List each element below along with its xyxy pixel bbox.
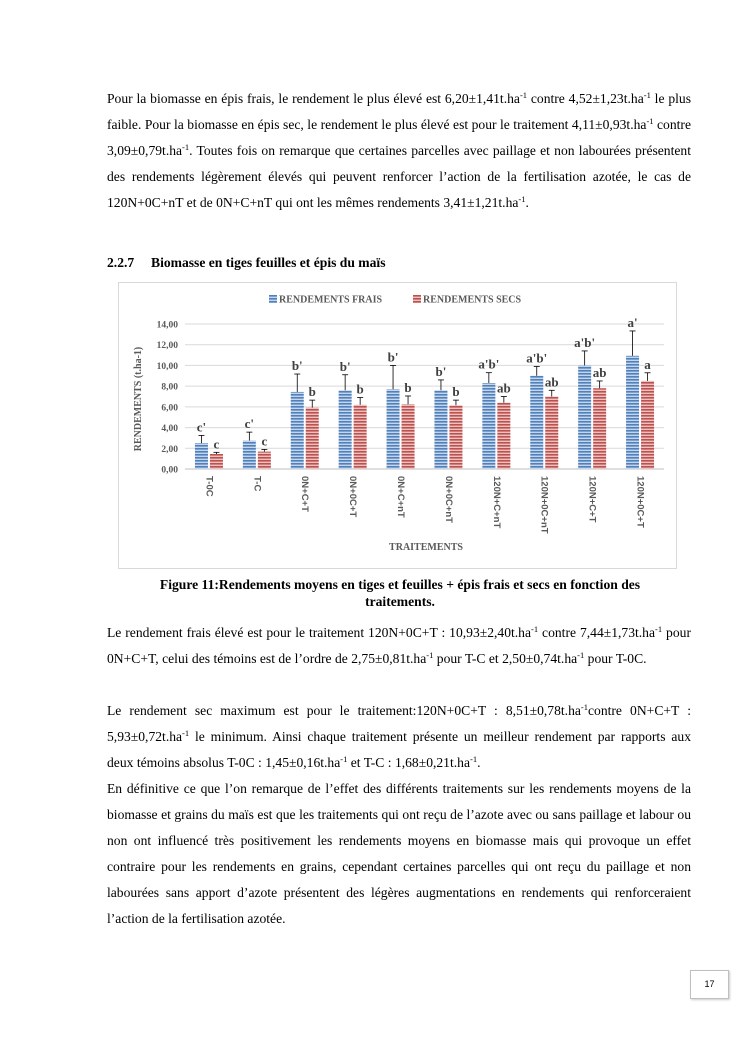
figure-caption-line1: Figure 11:Rendements moyens en tiges et feuilles + épis frais et secs en fonction des xyxy=(159,577,641,592)
bar-frais xyxy=(195,443,208,469)
figure-caption xyxy=(120,576,680,610)
x-tick-label: 120N+C+nT xyxy=(490,476,502,529)
x-tick-label: 120N+C+T xyxy=(586,476,598,523)
figure-caption-line2: traitements. xyxy=(365,594,435,609)
x-tick-label: T-0C xyxy=(203,476,215,497)
significance-label: b' xyxy=(291,358,303,374)
significance-label: b xyxy=(308,384,316,400)
x-tick-label: 0N+C+nT xyxy=(395,476,407,518)
x-tick-label: 0N+0C+nT xyxy=(442,476,454,523)
y-tick-label: 2,00 xyxy=(161,444,178,455)
bar-frais xyxy=(339,390,352,469)
y-tick-label: 12,00 xyxy=(156,341,178,352)
significance-label: a'b' xyxy=(574,334,596,350)
x-axis-label: TRAITEMENTS xyxy=(389,542,463,553)
y-tick-label: 10,00 xyxy=(156,361,178,372)
significance-label: ab xyxy=(544,374,559,390)
bar-secs xyxy=(449,405,462,469)
significance-label: ab xyxy=(592,364,607,380)
y-tick-label: 8,00 xyxy=(161,382,178,393)
bar-frais xyxy=(482,383,495,469)
bar-secs xyxy=(545,397,558,470)
significance-label: c xyxy=(261,433,268,449)
significance-label: b' xyxy=(339,358,351,374)
bar-frais xyxy=(626,356,639,469)
legend-label-secs: RENDEMENTS SECS xyxy=(423,294,522,306)
bar-secs xyxy=(210,454,223,469)
legend-swatch-frais xyxy=(269,295,277,303)
section-number: 2.2.7 xyxy=(107,255,135,270)
section-title: Biomasse en tiges feuilles et épis du maïs xyxy=(151,255,386,270)
bar-secs xyxy=(258,452,271,469)
y-tick-label: 6,00 xyxy=(161,403,178,414)
bar-frais xyxy=(243,441,256,469)
significance-label: c xyxy=(213,436,220,452)
paragraph-epis: Pour la biomasse en épis frais, le rendement le plus élevé est $6,20\pm 1,41t.ha^{-1}$ contre $4,52\pm 1,23t.ha^{-1}$ le plus faible. Pour la biomasse en épis sec, le rendement le plus élevé est pour le traitement $4,11\pm 0,93t.ha^{-1}$ contre $3,09\pm 0,79t.ha^{-1}$. Toutes fois on remarque que certaines parcelles avec paillage et non labourées présentent des rendements légèrement élevés qui peuvent renforcer l’action de la fertilisation azotée, le cas de 120N+0C+nT et de 0N+C+nT qui ont les mêmes rendements $3,41\pm 1,21t.ha^{-1}$. xyxy=(107,90,691,210)
significance-label: b' xyxy=(387,349,399,365)
page-number: 17 xyxy=(690,970,729,999)
bar-secs xyxy=(593,388,606,469)
bar-chart xyxy=(119,283,676,568)
legend-label-frais: RENDEMENTS FRAIS xyxy=(279,294,383,306)
x-tick-label: 120N+0C+nT xyxy=(538,476,550,534)
significance-label: b xyxy=(404,379,412,395)
x-tick-label: T-C xyxy=(251,476,263,492)
paragraph-conclusion: En définitive ce que l’on remarque de l’effet des différents traitements sur les rendements moyens de la biomasse et grains du maïs est que les traitements qui ont reçu de l’azote avec ou sans paillage et labour ou non ont influencé très positivement les rendements moyens en biomasse mais qui provoque un effet contraire pour les rendements en grains, cependant certaines parcelles qui ont reçu du paillage et non labourées sans apport d’azote présentent des légères augmentations en rendements qui renforceraient l’action de la fertilisation azotée. xyxy=(107,781,691,926)
bar-secs xyxy=(497,403,510,469)
significance-label: c' xyxy=(244,416,255,432)
bar-frais xyxy=(387,389,400,469)
paragraph-rendement-sec: Le rendement sec maximum est pour le traitement:120N+0C+T : $8,51\pm 0,78t.ha^{-1}contre$ 0N+C+T : $5,93\pm 0,72t.ha^{-1}$ le minimum. Ainsi chaque traitement présente un meilleur rendement par rapports aux deux témoins absolus T-0C : $1,45\pm 0,16t.ha^{-1}$ et T-C : $1,68\pm 0,21t.ha^{-1}$. xyxy=(107,702,691,770)
y-tick-label: 4,00 xyxy=(161,424,178,435)
significance-label: ab xyxy=(496,380,511,396)
paragraph-rendement-frais: Le rendement frais élevé est pour le traitement 120N+0C+T : $10,93\pm 2,40t.ha^{-1}$ contre $7,44\pm 1,73t.ha^{-1}$ pour 0N+C+T, celui des témoins est de l’ordre de $2,75\pm 0,81t.ha^{-1}$ pour T-C et $2,50\pm 0,74t.ha^{-1}$ pour T-0C. xyxy=(107,624,691,666)
bar-frais xyxy=(530,376,543,469)
significance-label: a'b' xyxy=(478,356,500,372)
x-tick-label: 0N+C+T xyxy=(299,476,311,512)
y-tick-label: 0,00 xyxy=(161,465,178,476)
bar-secs xyxy=(354,405,367,469)
x-tick-label: 0N+0C+T xyxy=(347,476,359,518)
bar-frais xyxy=(291,392,304,469)
significance-label: a' xyxy=(627,314,638,330)
significance-label: b xyxy=(356,381,364,397)
bar-frais xyxy=(434,390,447,469)
y-tick-label: 14,00 xyxy=(156,320,178,331)
bar-secs xyxy=(402,404,415,469)
section-heading xyxy=(107,255,386,271)
y-axis-label: RENDEMENTS (t.ha-1) xyxy=(133,346,144,452)
x-tick-label: 120N+0C+T xyxy=(634,476,646,528)
significance-label: b' xyxy=(435,363,447,379)
bar-frais xyxy=(578,365,591,469)
bar-secs xyxy=(306,408,319,469)
chart-frame xyxy=(118,282,677,569)
significance-label: a xyxy=(644,356,651,372)
legend-swatch-secs xyxy=(413,295,421,303)
significance-label: a'b' xyxy=(526,350,548,366)
bar-secs xyxy=(641,381,654,469)
significance-label: b xyxy=(452,384,460,400)
significance-label: c' xyxy=(196,419,207,435)
